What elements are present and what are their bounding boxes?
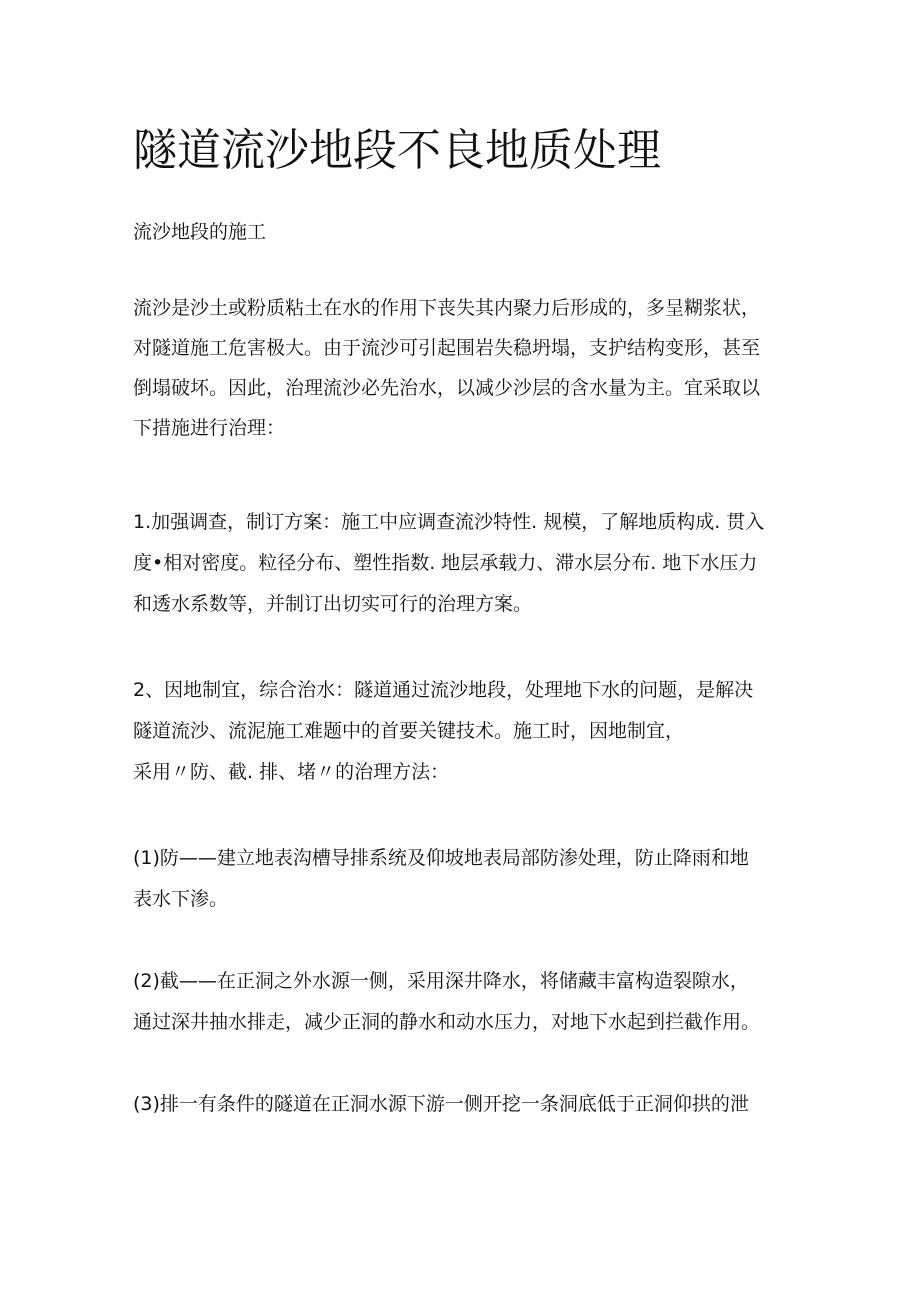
paragraph-line: (1)防——建立地表沟槽导排系统及仰坡地表局部防渗处理，防止降雨和地 bbox=[133, 847, 749, 869]
document-title: 隧道流沙地段不良地质处理 bbox=[133, 125, 661, 176]
paragraph-line: 流沙是沙土或粉质粘土在水的作用下丧失其内聚力后形成的，多呈糊浆状， bbox=[133, 297, 761, 319]
intercept-paragraph bbox=[133, 961, 813, 1043]
paragraph-line: 下措施进行治理： bbox=[133, 417, 286, 439]
investigation-paragraph bbox=[133, 502, 813, 625]
paragraph-line: 通过深井抽水排走，减少正洞的静水和动水压力，对地下水起到拦截作用。 bbox=[133, 1011, 761, 1033]
paragraph-line: (3)排一有条件的隧道在正洞水源下游一侧开挖一条洞底低于正洞仰拱的泄 bbox=[133, 1093, 749, 1115]
paragraph-line: 采用〃防、截. 排、堵〃的治理方法： bbox=[133, 761, 450, 783]
paragraph-line: 倒塌破坏。因此，治理流沙必先治水，以减少沙层的含水量为主。宜采取以 bbox=[133, 377, 761, 399]
paragraph-line: 和透水系数等，并制订出切实可行的治理方案。 bbox=[133, 593, 533, 615]
intro-paragraph bbox=[133, 288, 813, 448]
section-heading: 流沙地段的施工 bbox=[133, 221, 267, 243]
paragraph-line: 2、因地制宜，综合治水：隧道通过流沙地段，处理地下水的问题，是解决 bbox=[133, 679, 754, 701]
water-control-paragraph bbox=[133, 670, 813, 793]
paragraph-line: 隧道流沙、流泥施工难题中的首要关键技术。施工时，因地制宜， bbox=[133, 720, 685, 742]
paragraph-line: 度•相对密度。粒径分布、塑性指数. 地层承载力、滞水层分布. 地下水压力 bbox=[133, 552, 758, 574]
paragraph-line: (2)截——在正洞之外水源一侧，采用深井降水，将储藏丰富构造裂隙水， bbox=[133, 970, 749, 992]
paragraph-line: 1.加强调查，制订方案：施工中应调查流沙特性. 规模，了解地质构成. 贯入 bbox=[133, 511, 765, 533]
prevent-paragraph bbox=[133, 838, 813, 920]
paragraph-line: 表水下渗。 bbox=[133, 888, 229, 910]
paragraph-line: 对隧道施工危害极大。由于流沙可引起围岩失稳坍塌，支护结构变形，甚至 bbox=[133, 337, 761, 359]
drain-paragraph bbox=[133, 1084, 813, 1125]
